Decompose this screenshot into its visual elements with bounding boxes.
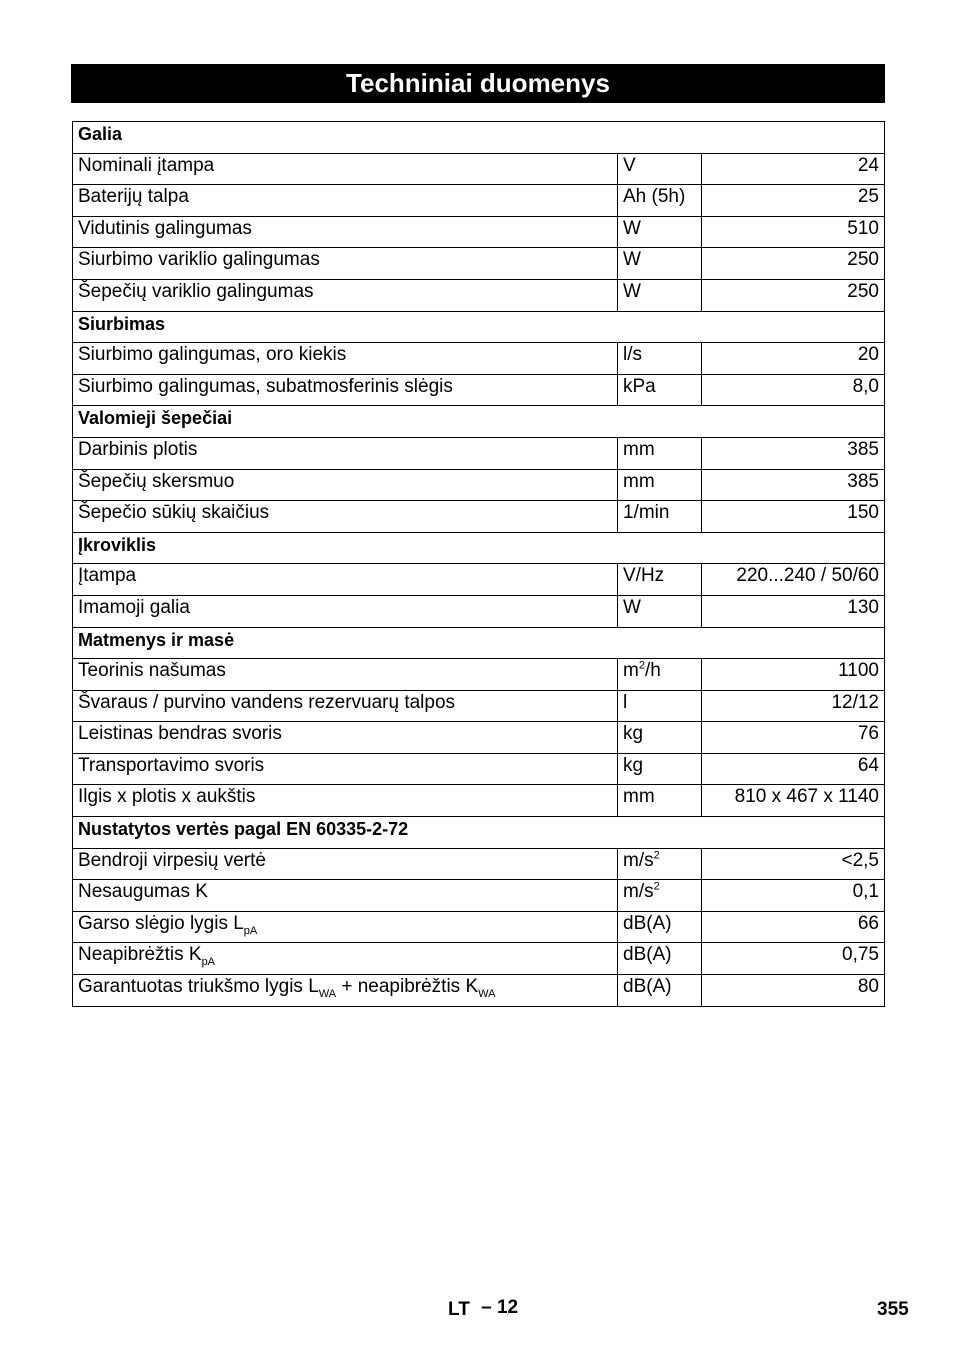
spec-unit-text: kg: [623, 754, 644, 776]
spec-unit-text: l: [623, 691, 628, 713]
spec-label: [73, 437, 618, 469]
spec-unit-text: 1/min: [623, 502, 670, 524]
spec-label: [73, 753, 618, 785]
spec-unit-text: V: [623, 154, 636, 176]
section-heading: Įkroviklis: [73, 532, 885, 564]
spec-value: 24: [702, 153, 885, 185]
section-header-row: [73, 817, 885, 849]
spec-value: 66: [702, 911, 885, 943]
table-row: [73, 564, 885, 596]
spec-unit: [618, 279, 702, 311]
spec-label: [73, 911, 618, 943]
spec-unit: [618, 785, 702, 817]
section-header-row: [73, 311, 885, 343]
spec-unit-text: dB(A): [623, 944, 672, 966]
spec-label: [73, 564, 618, 596]
spec-unit-text: W: [623, 249, 641, 271]
spec-unit: [618, 595, 702, 627]
spec-unit-text-cont: /h: [644, 660, 661, 682]
spec-label-text: Imamoji galia: [78, 596, 190, 618]
spec-label-text-cont: + neapibrėžtis K: [336, 976, 479, 998]
spec-value: 385: [702, 437, 885, 469]
spec-label-text: Šepečių skersmuo: [78, 470, 235, 492]
spec-label: [73, 469, 618, 501]
section-header-row: [73, 406, 885, 438]
spec-label: [73, 501, 618, 533]
footer-language-page: [448, 1299, 518, 1321]
spec-label-subscript: WA: [318, 987, 337, 1000]
spec-label-text: Švaraus / purvino vandens rezervuarų talpos: [78, 691, 456, 713]
spec-value: <2,5: [702, 848, 885, 880]
section-heading: Valomieji šepečiai: [73, 406, 885, 438]
spec-label: [73, 943, 618, 975]
spec-label: [73, 690, 618, 722]
spec-label-text: Nominali įtampa: [78, 154, 215, 176]
spec-value: 12/12: [702, 690, 885, 722]
spec-label: [73, 595, 618, 627]
spec-label-text: Siurbimo galingumas, oro kiekis: [78, 344, 347, 366]
table-row: [73, 943, 885, 975]
spec-unit-text: W: [623, 217, 641, 239]
spec-label-text: Leistinas bendras svoris: [78, 723, 282, 745]
section-heading: Matmenys ir masė: [73, 627, 885, 659]
section-header-row: [73, 122, 885, 154]
spec-label-text: Nesaugumas K: [78, 881, 208, 903]
spec-label-text: Šepečių variklio galingumas: [78, 280, 314, 302]
footer-section-page: – 12: [481, 1297, 519, 1318]
spec-value: 20: [702, 343, 885, 375]
spec-value: 0,1: [702, 880, 885, 912]
spec-label-text: Įtampa: [78, 565, 137, 587]
spec-unit: [618, 848, 702, 880]
spec-unit: [618, 153, 702, 185]
spec-label-text: Neapibrėžtis K: [78, 944, 202, 966]
spec-label-subscript: pA: [201, 956, 216, 969]
table-row: [73, 374, 885, 406]
table-row: [73, 595, 885, 627]
section-header-row: [73, 627, 885, 659]
spec-value: 64: [702, 753, 885, 785]
spec-value: 80: [702, 975, 885, 1007]
spec-unit: [618, 753, 702, 785]
spec-unit-text: V/Hz: [623, 565, 665, 587]
spec-unit-text: W: [623, 280, 641, 302]
spec-label: [73, 848, 618, 880]
table-row: [73, 501, 885, 533]
spec-label-text: Siurbimo variklio galingumas: [78, 249, 320, 271]
spec-unit: [618, 911, 702, 943]
section-header-row: [73, 532, 885, 564]
spec-label-text: Vidutinis galingumas: [78, 217, 252, 239]
spec-value: 1100: [702, 659, 885, 691]
spec-unit: [618, 690, 702, 722]
table-row: [73, 469, 885, 501]
spec-label-subscript: pA: [243, 924, 258, 937]
spec-unit-superscript: 2: [638, 659, 645, 672]
spec-label: [73, 279, 618, 311]
spec-label: [73, 185, 618, 217]
table-row: [73, 785, 885, 817]
spec-unit: [618, 437, 702, 469]
table-row: [73, 153, 885, 185]
table-row: [73, 659, 885, 691]
spec-unit: [618, 248, 702, 280]
spec-unit-text: dB(A): [623, 912, 672, 934]
table-row: [73, 848, 885, 880]
table-row: [73, 880, 885, 912]
spec-unit-text: m/s: [623, 881, 654, 903]
spec-unit: [618, 975, 702, 1007]
spec-unit: [618, 374, 702, 406]
spec-value: 810 x 467 x 1140: [702, 785, 885, 817]
spec-value: 220...240 / 50/60: [702, 564, 885, 596]
table-row: [73, 690, 885, 722]
spec-value: 250: [702, 248, 885, 280]
spec-value: 76: [702, 722, 885, 754]
spec-value: 0,75: [702, 943, 885, 975]
spec-value: 130: [702, 595, 885, 627]
spec-label-text: Bendroji virpesių vertė: [78, 849, 266, 871]
table-row: [73, 975, 885, 1007]
spec-value: 150: [702, 501, 885, 533]
spec-unit: [618, 216, 702, 248]
spec-unit: [618, 564, 702, 596]
spec-unit-text: kPa: [623, 375, 656, 397]
table-row: [73, 722, 885, 754]
table-row: [73, 216, 885, 248]
spec-label: [73, 248, 618, 280]
spec-unit: [618, 659, 702, 691]
spec-label: [73, 153, 618, 185]
spec-value: 25: [702, 185, 885, 217]
spec-unit: [618, 943, 702, 975]
spec-unit-text: m/s: [623, 849, 654, 871]
spec-label-text: Garso slėgio lygis L: [78, 912, 244, 934]
table-row: [73, 279, 885, 311]
footer-language: LT: [448, 1299, 470, 1320]
spec-label-text: Darbinis plotis: [78, 438, 198, 460]
spec-unit: [618, 722, 702, 754]
spec-label: [73, 216, 618, 248]
spec-unit-text: W: [623, 596, 641, 618]
spec-unit-superscript: 2: [653, 849, 660, 862]
spec-unit-text: dB(A): [623, 976, 672, 998]
spec-label: [73, 785, 618, 817]
spec-label-text: Šepečio sūkių skaičius: [78, 502, 270, 524]
section-heading: Siurbimas: [73, 311, 885, 343]
spec-unit-text: mm: [623, 438, 655, 460]
spec-unit-text: mm: [623, 470, 655, 492]
spec-unit-text: l/s: [623, 344, 642, 366]
technical-data-table: [72, 121, 885, 1007]
spec-unit: [618, 501, 702, 533]
section-heading: Nustatytos vertės pagal EN 60335-2-72: [73, 817, 885, 849]
table-row: [73, 248, 885, 280]
spec-unit: [618, 880, 702, 912]
spec-unit: [618, 469, 702, 501]
spec-label-text: Siurbimo galingumas, subatmosferinis slėgis: [78, 375, 453, 397]
table-row: [73, 185, 885, 217]
spec-label-text: Teorinis našumas: [78, 660, 226, 682]
spec-label: [73, 374, 618, 406]
footer-page-number: 355: [877, 1299, 909, 1320]
spec-value: 8,0: [702, 374, 885, 406]
spec-label: [73, 722, 618, 754]
table-row: [73, 343, 885, 375]
table-row: [73, 753, 885, 785]
spec-label-text: Transportavimo svoris: [78, 754, 265, 776]
spec-unit-text: m: [623, 660, 639, 682]
page-title: Techniniai duomenys: [71, 64, 885, 103]
spec-label-text: Garantuotas triukšmo lygis L: [78, 976, 319, 998]
spec-label: [73, 659, 618, 691]
spec-value: 385: [702, 469, 885, 501]
spec-unit-superscript: 2: [653, 880, 660, 893]
spec-value: 250: [702, 279, 885, 311]
table-row: [73, 437, 885, 469]
spec-label-text: Ilgis x plotis x aukštis: [78, 786, 256, 808]
spec-label: [73, 343, 618, 375]
spec-unit: [618, 185, 702, 217]
spec-label: [73, 975, 618, 1007]
spec-label-subscript: WA: [478, 987, 496, 1000]
spec-label: [73, 880, 618, 912]
spec-label-text: Baterijų talpa: [78, 186, 189, 208]
spec-unit-text: kg: [623, 723, 644, 745]
spec-value: 510: [702, 216, 885, 248]
spec-unit-text: mm: [623, 786, 655, 808]
section-heading: Galia: [73, 122, 885, 154]
spec-unit: [618, 343, 702, 375]
spec-unit-text: Ah (5h): [623, 186, 686, 208]
table-row: [73, 911, 885, 943]
